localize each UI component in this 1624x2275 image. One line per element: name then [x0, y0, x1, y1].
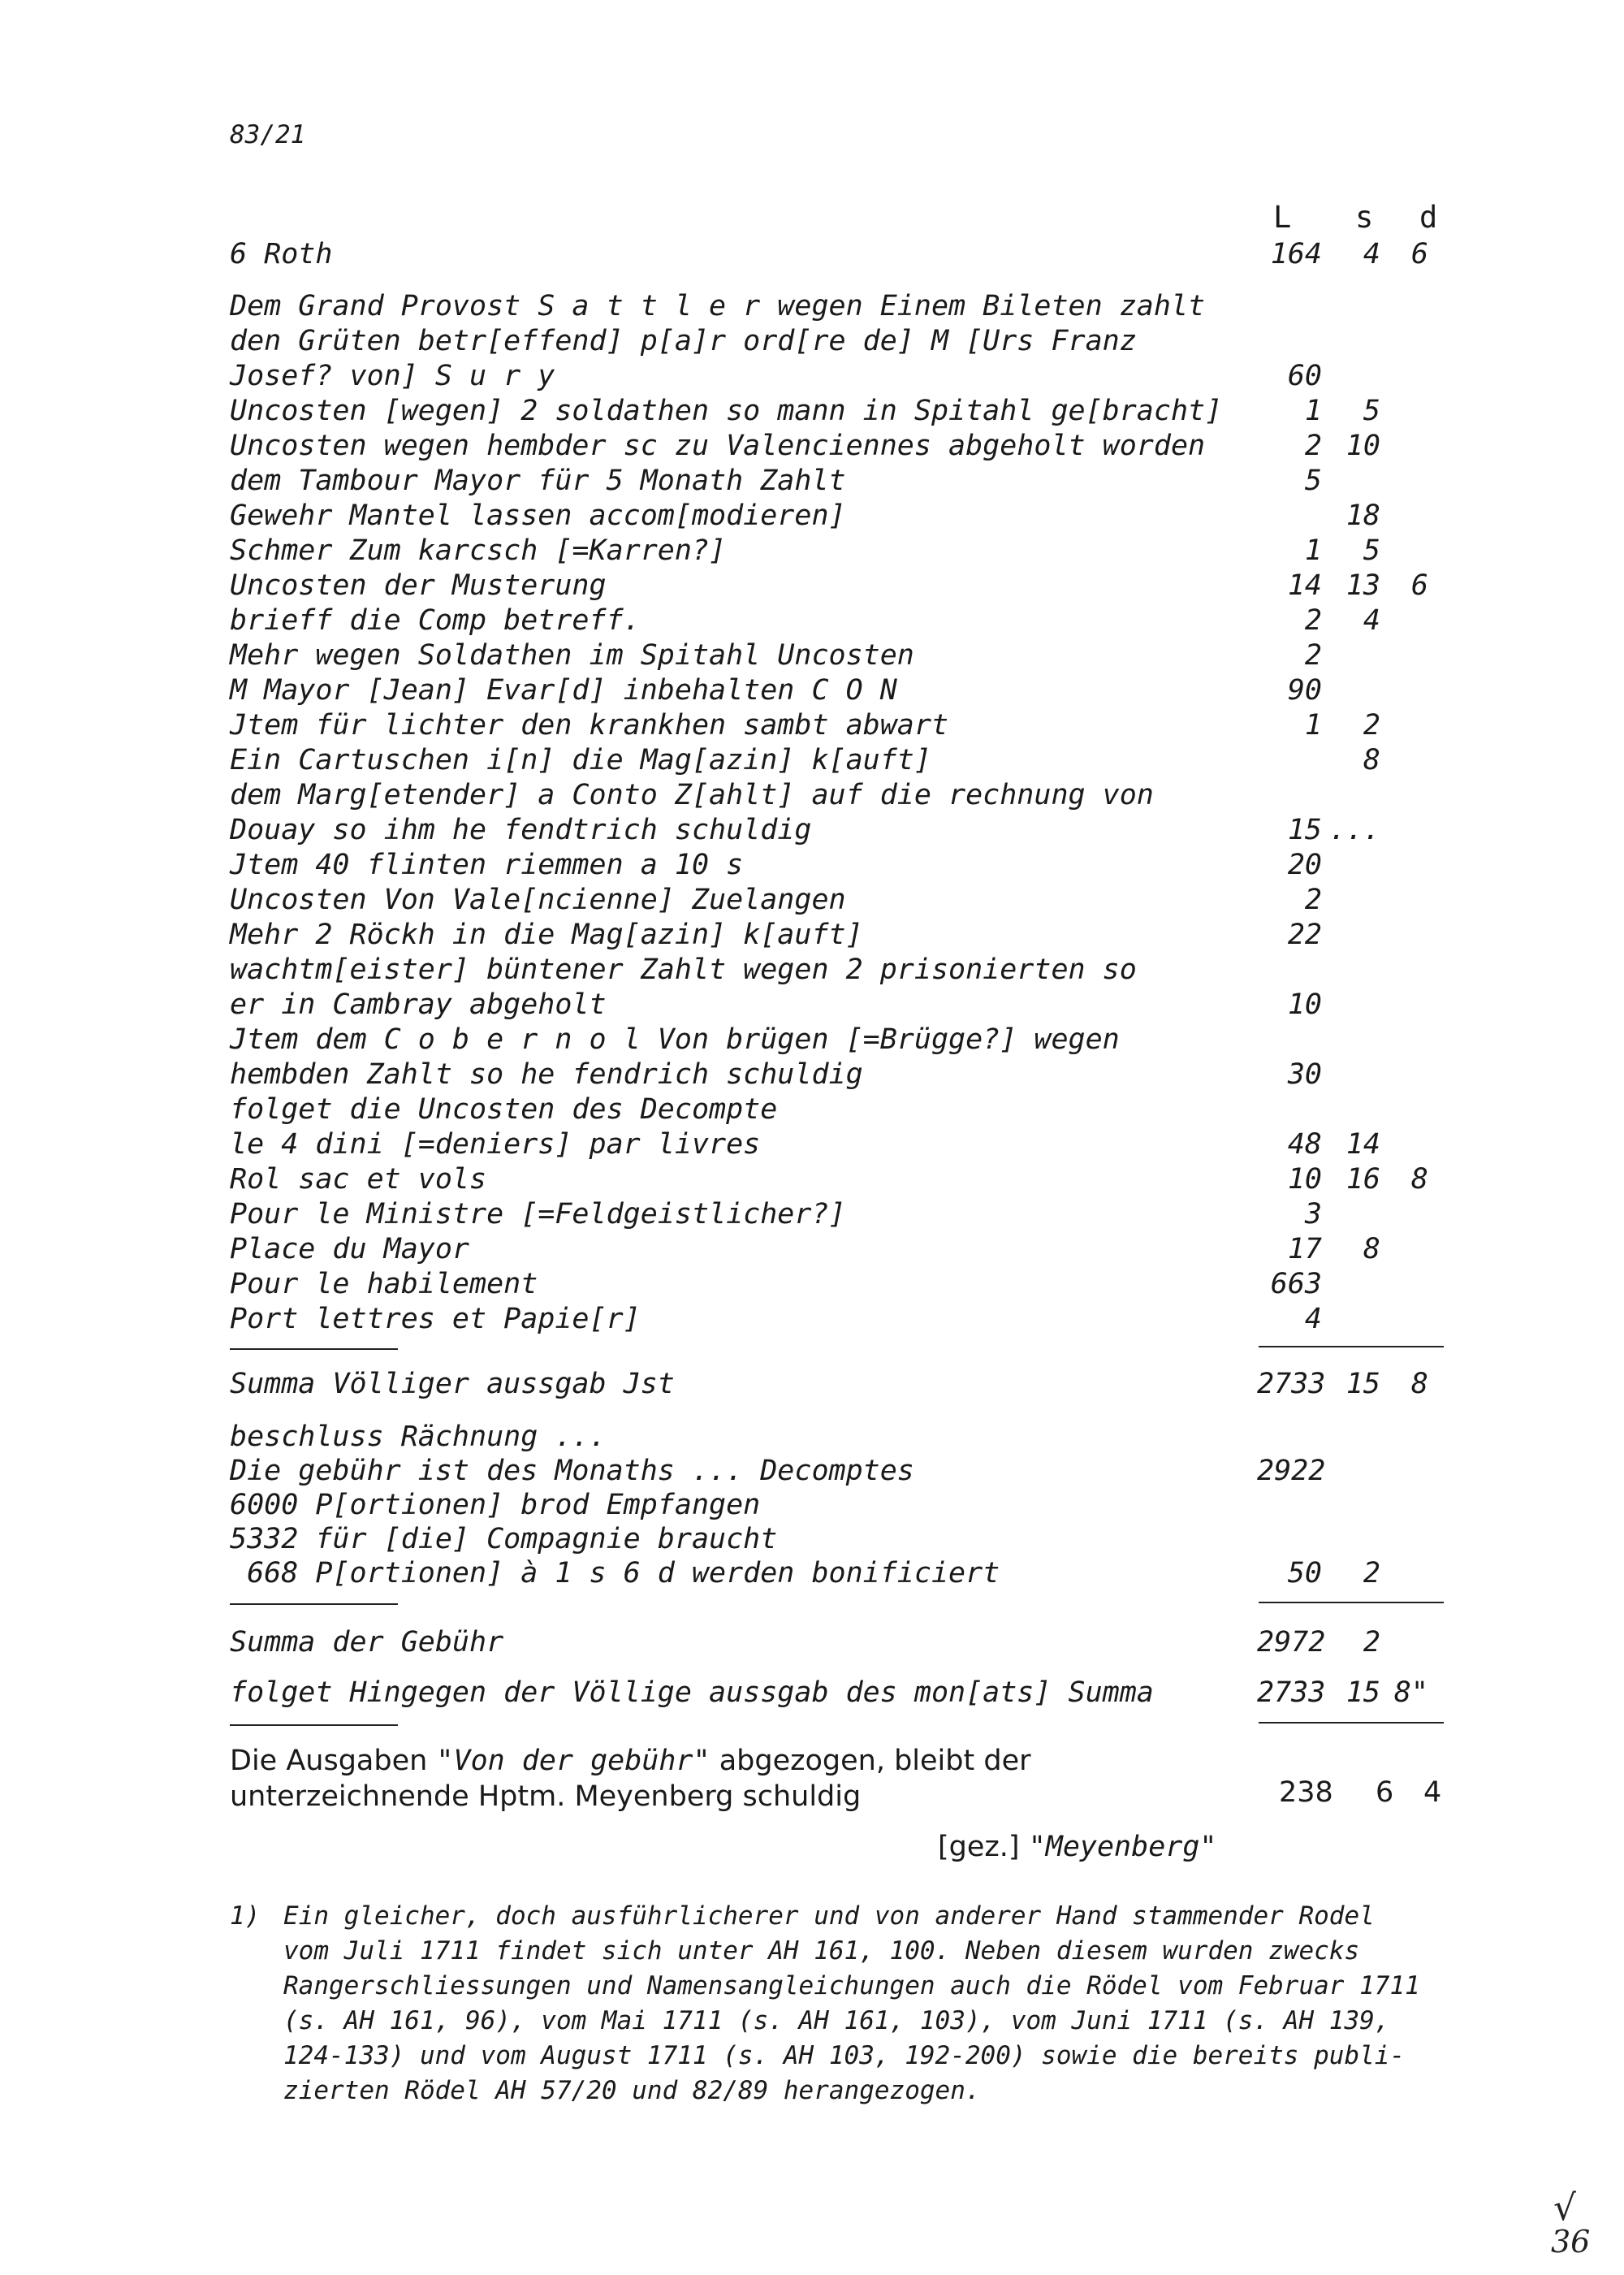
ledger-row [230, 1022, 1464, 1057]
closing-shillings: 2 [1363, 1557, 1380, 1589]
ledger-row [230, 533, 1464, 569]
signature [938, 1831, 1216, 1863]
closing-pounds: 50 [1287, 1557, 1322, 1589]
entry-description: Port lettres et Papie[r] [230, 1303, 641, 1335]
entry-description: Jtem dem C o b e r n o l Von brügen [=Brügge?] wegen [230, 1023, 1120, 1056]
entry-description: Mehr 2 Röckh in die Mag[azin] k[auft] [230, 919, 863, 951]
entry-description: Ein Cartuschen i[n] die Mag[azin] k[auft] [230, 744, 931, 776]
closing-row [230, 1555, 1464, 1591]
ledger-row [230, 603, 1464, 638]
closing-description: beschluss Rächnung ... [230, 1421, 607, 1453]
entry-description: 6 Roth [230, 238, 333, 270]
closing-row [230, 1419, 1464, 1455]
column-header-d: d [1419, 200, 1438, 235]
entry-description: Douay so ihm he fendtrich schuldig [230, 814, 812, 846]
entry-description: Schmer Zum karcsch [=Karren?] [230, 534, 727, 567]
entry-description: Uncosten Von Vale[ncienne] Zuelangen [230, 884, 846, 916]
entry-shillings: 8 [1363, 744, 1380, 776]
entry-shillings: 5 [1363, 534, 1380, 567]
entry-pounds: 1 [1304, 534, 1322, 567]
sum-rule [1259, 1722, 1444, 1724]
entry-description: hembden Zahlt so he fendrich schuldig [230, 1058, 863, 1091]
divider-rule [230, 1348, 398, 1350]
summa-gebuehr-description: Summa der Gebühr [230, 1626, 504, 1659]
entry-description: wachtm[eister] büntener Zahlt wegen 2 prisonierten so [230, 954, 1137, 986]
ledger-row [230, 673, 1464, 708]
folget-shillings: 15 [1345, 1676, 1380, 1709]
entry-pounds: 48 [1287, 1128, 1322, 1161]
entry-description: le 4 dini [=deniers] par livres [230, 1128, 761, 1161]
ledger-row [230, 288, 1464, 324]
entry-pounds: 20 [1287, 849, 1322, 881]
entry-shillings: 2 [1363, 709, 1380, 742]
entry-pounds: 5 [1304, 465, 1322, 497]
signature-name: "Meyenberg" [1028, 1831, 1217, 1863]
summa-pounds: 2733 [1257, 1368, 1326, 1400]
entry-pounds: 60 [1287, 360, 1322, 392]
ledger-row [230, 987, 1464, 1023]
entry-shillings: 4 [1363, 604, 1380, 637]
entry-description: folget die Uncosten des Decompte [230, 1093, 778, 1126]
entry-description: Uncosten der Musterung [230, 569, 607, 602]
balance-pence: 4 [1423, 1776, 1442, 1809]
balance-line-1 [230, 1743, 1164, 1779]
ledger-row [230, 236, 1464, 272]
sum-rule [1259, 1602, 1444, 1603]
balance-statement [230, 1743, 1164, 1814]
entry-description: Uncosten [wegen] 2 soldathen so mann in Spitahl ge[bracht] [230, 395, 1223, 427]
entry-pounds: 1 [1304, 709, 1322, 742]
summa-gebuehr-shillings: 2 [1363, 1626, 1380, 1659]
entry-shillings: 5 [1363, 395, 1380, 427]
handwritten-check: √ [1553, 2187, 1577, 2229]
entry-description: dem Tambour Mayor für 5 Monath Zahlt [230, 465, 846, 497]
entry-pounds: 10 [1287, 1163, 1322, 1196]
entry-description: den Grüten betr[effend] p[a]r ord[re de] M [Urs Franz [230, 325, 1137, 357]
entry-pounds: 4 [1304, 1303, 1322, 1335]
entry-pounds: 3 [1304, 1198, 1322, 1230]
ledger-row [230, 917, 1464, 953]
closing-row [230, 1487, 1464, 1523]
column-header-s: s [1355, 200, 1374, 235]
footnote-text: Ein gleicher, doch ausführlicherer und von anderer Hand stammender Rodel vom Juli 1711 findet sich unter AH 161, 100. Neben diesem wurden zwecks Rangerschliessungen und Namensangleichungen auch die Rödel vom Februar 1711 (s. AH 161, 96), vom Mai 1711 (s. AH 161, 103), vom Juni 1711 (s. AH 139, 124-133) und vom August 1711 (s. AH 103, 192-200) sowie die bereits publi- zierten Rödel AH 57/20 und 82/89 herangezogen. [283, 1901, 1420, 2105]
entry-description: dem Marg[etender] a Conto Z[ahlt] auf die rechnung von [230, 779, 1154, 811]
entry-shillings: 14 [1345, 1128, 1380, 1161]
entry-shillings: 13 [1345, 569, 1380, 602]
summa-gebuehr-pounds: 2972 [1257, 1626, 1326, 1659]
column-header-L: L [1273, 200, 1292, 235]
ledger-row [230, 463, 1464, 499]
ledger-row [230, 812, 1464, 848]
entry-description: Pour le Ministre [=Feldgeistlicher?] [230, 1198, 846, 1230]
ledger-row [230, 882, 1464, 918]
entry-pounds: 30 [1287, 1058, 1322, 1091]
entry-pounds: 17 [1287, 1233, 1322, 1265]
entry-description: Mehr wegen Soldathen im Spitahl Uncosten [230, 639, 914, 672]
closing-description: 5332 für [die] Compagnie braucht [230, 1523, 778, 1555]
folget-description: folget Hingegen der Völlige aussgab des mon[ats] Summa [230, 1676, 1154, 1709]
folget-row [230, 1675, 1464, 1711]
ledger-row [230, 847, 1464, 883]
entry-description: Pour le habilement [230, 1268, 538, 1300]
ledger-row [230, 358, 1464, 394]
entry-description: Rol sac et vols [230, 1163, 487, 1196]
ledger-row [230, 952, 1464, 988]
ledger-row [230, 742, 1464, 778]
summa-description: Summa Völliger aussgab Jst [230, 1368, 675, 1400]
balance-shillings: 6 [1376, 1776, 1394, 1809]
balance-line-1-post: abgezogen, bleibt der [710, 1745, 1031, 1777]
entry-pounds: 2 [1304, 430, 1322, 462]
ledger-row [230, 1196, 1464, 1232]
balance-pounds: 238 [1279, 1776, 1333, 1809]
ledger-row [230, 568, 1464, 603]
ledger-row [230, 1092, 1464, 1127]
divider-rule [230, 1724, 398, 1726]
ledger-row [230, 498, 1464, 534]
entry-pounds: 164 [1270, 238, 1322, 270]
entry-description: er in Cambray abgeholt [230, 988, 607, 1021]
entry-pounds: 15 [1287, 814, 1322, 846]
entry-pounds: 663 [1270, 1268, 1322, 1300]
entry-pence: 6 [1410, 238, 1428, 270]
handwritten-number: 36 [1551, 2224, 1591, 2260]
ledger-row [230, 1161, 1464, 1197]
balance-quote: "Von der gebühr" [436, 1745, 710, 1777]
footnote [230, 1899, 1505, 2108]
ledger-row [230, 777, 1464, 813]
entry-pence: 6 [1410, 569, 1428, 602]
folget-pounds: 2733 [1257, 1676, 1326, 1709]
entry-description: Jtem für lichter den krankhen sambt abwart [230, 709, 949, 742]
closing-pounds: 2922 [1257, 1455, 1326, 1487]
sum-rule [1259, 1346, 1444, 1347]
entry-pence: 8 [1410, 1163, 1428, 1196]
entry-description: Place du Mayor [230, 1233, 470, 1265]
summa-gebuehr-row [230, 1624, 1464, 1660]
closing-description: Die gebühr ist des Monaths ... Decomptes [230, 1455, 914, 1487]
entry-pounds: 90 [1287, 674, 1322, 707]
ledger-row [230, 1127, 1464, 1162]
entry-shillings: 16 [1345, 1163, 1380, 1196]
entry-shillings: 18 [1345, 500, 1380, 532]
closing-row [230, 1521, 1464, 1557]
entry-description: Gewehr Mantel lassen accom[modieren] [230, 500, 846, 532]
ledger-row [230, 1301, 1464, 1337]
ledger-row [230, 707, 1464, 743]
footnote-marker: 1) [230, 1901, 261, 1931]
summa-shillings: 15 [1345, 1368, 1380, 1400]
ledger-row [230, 428, 1464, 464]
closing-description: 668 P[ortionen] à 1 s 6 d werden bonificiert [230, 1557, 1000, 1589]
entry-description: brieff die Comp betreff. [230, 604, 641, 637]
ledger-row [230, 638, 1464, 673]
entry-pounds: 2 [1304, 604, 1322, 637]
entry-pounds: 2 [1304, 884, 1322, 916]
ledger-row [230, 323, 1464, 359]
balance-line-2: unterzeichnende Hptm. Meyenberg schuldig [230, 1780, 862, 1813]
divider-rule [230, 1603, 398, 1605]
ledger-row [230, 1231, 1464, 1267]
balance-line-1-pre: Die Ausgaben [230, 1745, 437, 1777]
entry-description: Jtem 40 flinten riemmen a 10 s [230, 849, 744, 881]
entry-description: M Mayor [Jean] Evar[d] inbehalten C O N [230, 674, 897, 707]
closing-row [230, 1453, 1464, 1489]
entry-description: Uncosten wegen hembder sc zu Valenciennes abgeholt worden [230, 430, 1206, 462]
closing-description: 6000 P[ortionen] brod Empfangen [230, 1489, 761, 1521]
entry-shillings: 4 [1363, 238, 1380, 270]
ledger-row [230, 1057, 1464, 1092]
summa-pence: 8 [1410, 1368, 1428, 1400]
entry-description: Dem Grand Provost S a t t l e r wegen Einem Bileten zahlt [230, 290, 1206, 322]
summa-row [230, 1366, 1464, 1402]
entry-shillings: 10 [1345, 430, 1380, 462]
entry-shillings: 8 [1363, 1233, 1380, 1265]
entry-pounds: 22 [1287, 919, 1322, 951]
signature-prefix: [gez.] [938, 1831, 1029, 1863]
ledger-row [230, 393, 1464, 429]
page-number: 83/21 [230, 120, 306, 149]
ledger-row [230, 1266, 1464, 1302]
folget-pence: 8" [1393, 1676, 1428, 1709]
entry-pounds: 14 [1287, 569, 1322, 602]
entry-pounds: 10 [1287, 988, 1322, 1021]
entry-pounds: 1 [1304, 395, 1322, 427]
entry-pounds: 2 [1304, 639, 1322, 672]
entry-description: Josef? von] S u r y [230, 360, 555, 392]
entry-shillings: ... [1328, 814, 1380, 846]
